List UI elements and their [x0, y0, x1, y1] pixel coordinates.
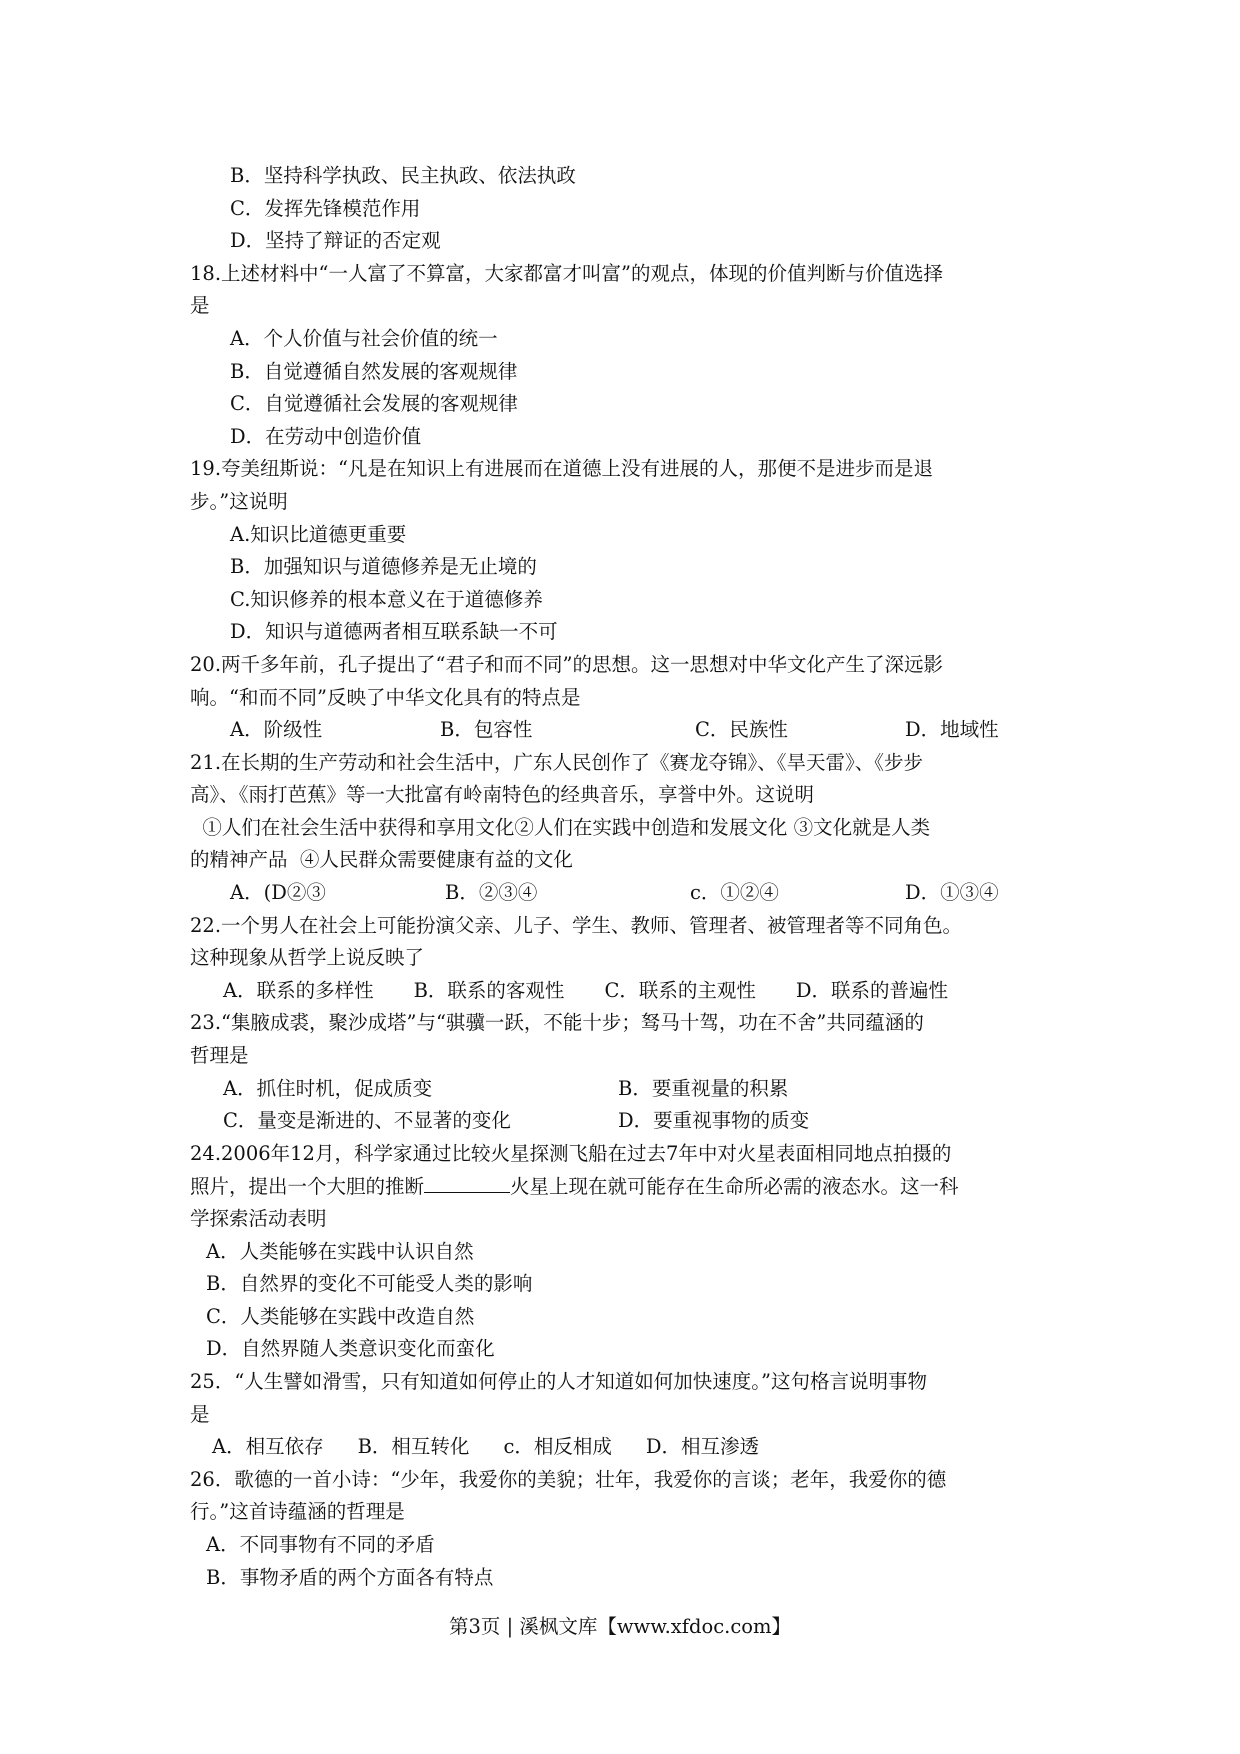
q20-options	[190, 714, 1070, 747]
q22-stem-line2: 这种现象从哲学上说反映了	[190, 946, 425, 970]
q25-stem-line1: 25．“人生譬如滑雪，只有知道如何停止的人才知道如何加快速度。”这句格言说明事物	[190, 1369, 928, 1393]
q26-option-b: B．事物矛盾的两个方面各有特点	[206, 1565, 494, 1589]
q22-option-b: B．联系的客观性	[413, 978, 565, 1002]
q18-stem-line1: 18.上述材料中“一人富了不算富，大家都富才叫富”的观点，体现的价值判断与价值选择	[190, 261, 943, 285]
q21-option-d: D．①③④	[905, 881, 999, 905]
q22-option-c: C．联系的主观性	[604, 978, 756, 1002]
q18-option-a: A．个人价值与社会价值的统一	[230, 326, 498, 350]
q20-option-d: D．地域性	[905, 718, 999, 742]
q20-option-a: A．阶级性	[230, 718, 323, 742]
q23-options-row2	[190, 1105, 1070, 1138]
q17-option-d: D．坚持了辩证的否定观	[230, 229, 441, 253]
q20-option-b: B．包容性	[440, 718, 533, 742]
q18-option-d: D．在劳动中创造价值	[230, 424, 422, 448]
q20-stem-line2: 响。“和而不同”反映了中华文化具有的特点是	[190, 685, 581, 709]
q24-option-b: B．自然界的变化不可能受人类的影响	[206, 1272, 533, 1296]
q26-stem-line1: 26．歌德的一首小诗：“少年，我爱你的美貌；壮年，我爱你的言谈；老年，我爱你的德	[190, 1467, 947, 1491]
q21-options	[190, 877, 1070, 910]
q25-option-d: D．相互渗透	[645, 1435, 759, 1459]
q22-options	[190, 975, 1070, 1008]
q24-stem-line1: 24.2006年12月，科学家通过比较火星探测飞船在过去7年中对火星表面相同地点拍摄的	[190, 1141, 952, 1165]
answer-blank	[424, 1170, 510, 1193]
q24-option-d: D．自然界随人类意识变化而蛮化	[206, 1337, 495, 1361]
q20-option-c: C．民族性	[695, 718, 788, 742]
q24-stem-line3: 学探索活动表明	[190, 1207, 327, 1230]
q22-option-d: D．联系的普遍性	[795, 978, 948, 1002]
q23-option-a: A．抓住时机，促成质变	[223, 1076, 433, 1100]
q19-option-c: C.知识修养的根本意义在于道德修养	[230, 587, 543, 611]
q22-stem-line1: 22.一个男人在社会上可能扮演父亲、儿子、学生、教师、管理者、被管理者等不同角色。	[190, 913, 963, 937]
q19-stem-line1: 19.夸美纽斯说：“凡是在知识上有进展而在道德上没有进展的人，那便不是进步而是退	[190, 457, 933, 481]
q18-option-c: C．自觉遵循社会发展的客观规律	[230, 392, 518, 416]
q25-options	[190, 1431, 1070, 1464]
q21-option-c: c．①②④	[690, 881, 779, 905]
q19-option-d: D．知识与道德两者相互联系缺一不可	[230, 620, 558, 644]
q19-option-b: B．加强知识与道德修养是无止境的	[230, 555, 537, 579]
q20-stem-line1: 20.两千多年前，孔子提出了“君子和而不同”的思想。这一思想对中华文化产生了深远影	[190, 652, 943, 676]
q25-option-c: c．相反相成	[503, 1435, 612, 1459]
q24-option-c: C．人类能够在实践中改造自然	[206, 1304, 475, 1328]
q24-stem-line2-end: 火星上现在就可能存在生命所必需的液态水。这一科	[510, 1175, 959, 1199]
q24-stem-line2-start: 照片，提出一个大胆的推断	[190, 1175, 425, 1199]
question-body	[190, 160, 1070, 1594]
q23-option-b: B．要重视量的积累	[618, 1076, 789, 1100]
q19-option-a: A.知识比道德更重要	[230, 522, 407, 546]
q23-option-c: C．量变是渐进的、不显著的变化	[223, 1109, 511, 1133]
q26-option-a: A．不同事物有不同的矛盾	[206, 1532, 435, 1556]
q18-option-b: B．自觉遵循自然发展的客观规律	[230, 359, 518, 383]
q25-option-a: A．相互依存	[212, 1435, 324, 1459]
q21-stem-line4: 的精神产品 ④人民群众需要健康有益的文化	[190, 848, 573, 872]
q24-stem-line2	[190, 1170, 1070, 1203]
q17-option-b: B．坚持科学执政、民主执政、依法执政	[230, 164, 576, 187]
q23-options-row1	[190, 1073, 1070, 1106]
q21-option-b: B．②③④	[445, 881, 538, 905]
q24-option-a: A．人类能够在实践中认识自然	[206, 1239, 474, 1263]
q25-option-b: B．相互转化	[357, 1435, 470, 1459]
q21-stem-line2: 高》、《雨打芭蕉》等一大批富有岭南特色的经典音乐，享誉中外。这说明	[190, 783, 815, 807]
q26-stem-line2: 行。”这首诗蕴涵的哲理是	[190, 1500, 405, 1524]
q18-stem-line2: 是	[190, 294, 210, 318]
q25-stem-line2: 是	[190, 1402, 210, 1426]
q23-option-d: D．要重视事物的质变	[618, 1109, 810, 1133]
q21-stem-line1: 21.在长期的生产劳动和社会生活中，广东人民创作了《赛龙夺锦》、《旱天雷》、《步步	[190, 750, 924, 774]
page-footer: 第3页 | 溪枫文库【www.xfdoc.com】	[448, 1615, 792, 1638]
q19-stem-line2: 步。”这说明	[190, 489, 288, 513]
q23-stem-line1: 23.“集腋成裘，聚沙成塔”与“骐骥一跃，不能十步；驽马十驾，功在不舍”共同蕴涵的	[190, 1011, 924, 1035]
q21-stem-line3: ①人们在社会生活中获得和享用文化②人们在实践中创造和发展文化 ③文化就是人类	[190, 815, 931, 839]
q22-option-a: A．联系的多样性	[223, 978, 374, 1002]
q17-option-c: C．发挥先锋模范作用	[230, 196, 421, 220]
q21-option-a: A．(D②③	[230, 881, 326, 905]
q23-stem-line2: 哲理是	[190, 1044, 249, 1068]
